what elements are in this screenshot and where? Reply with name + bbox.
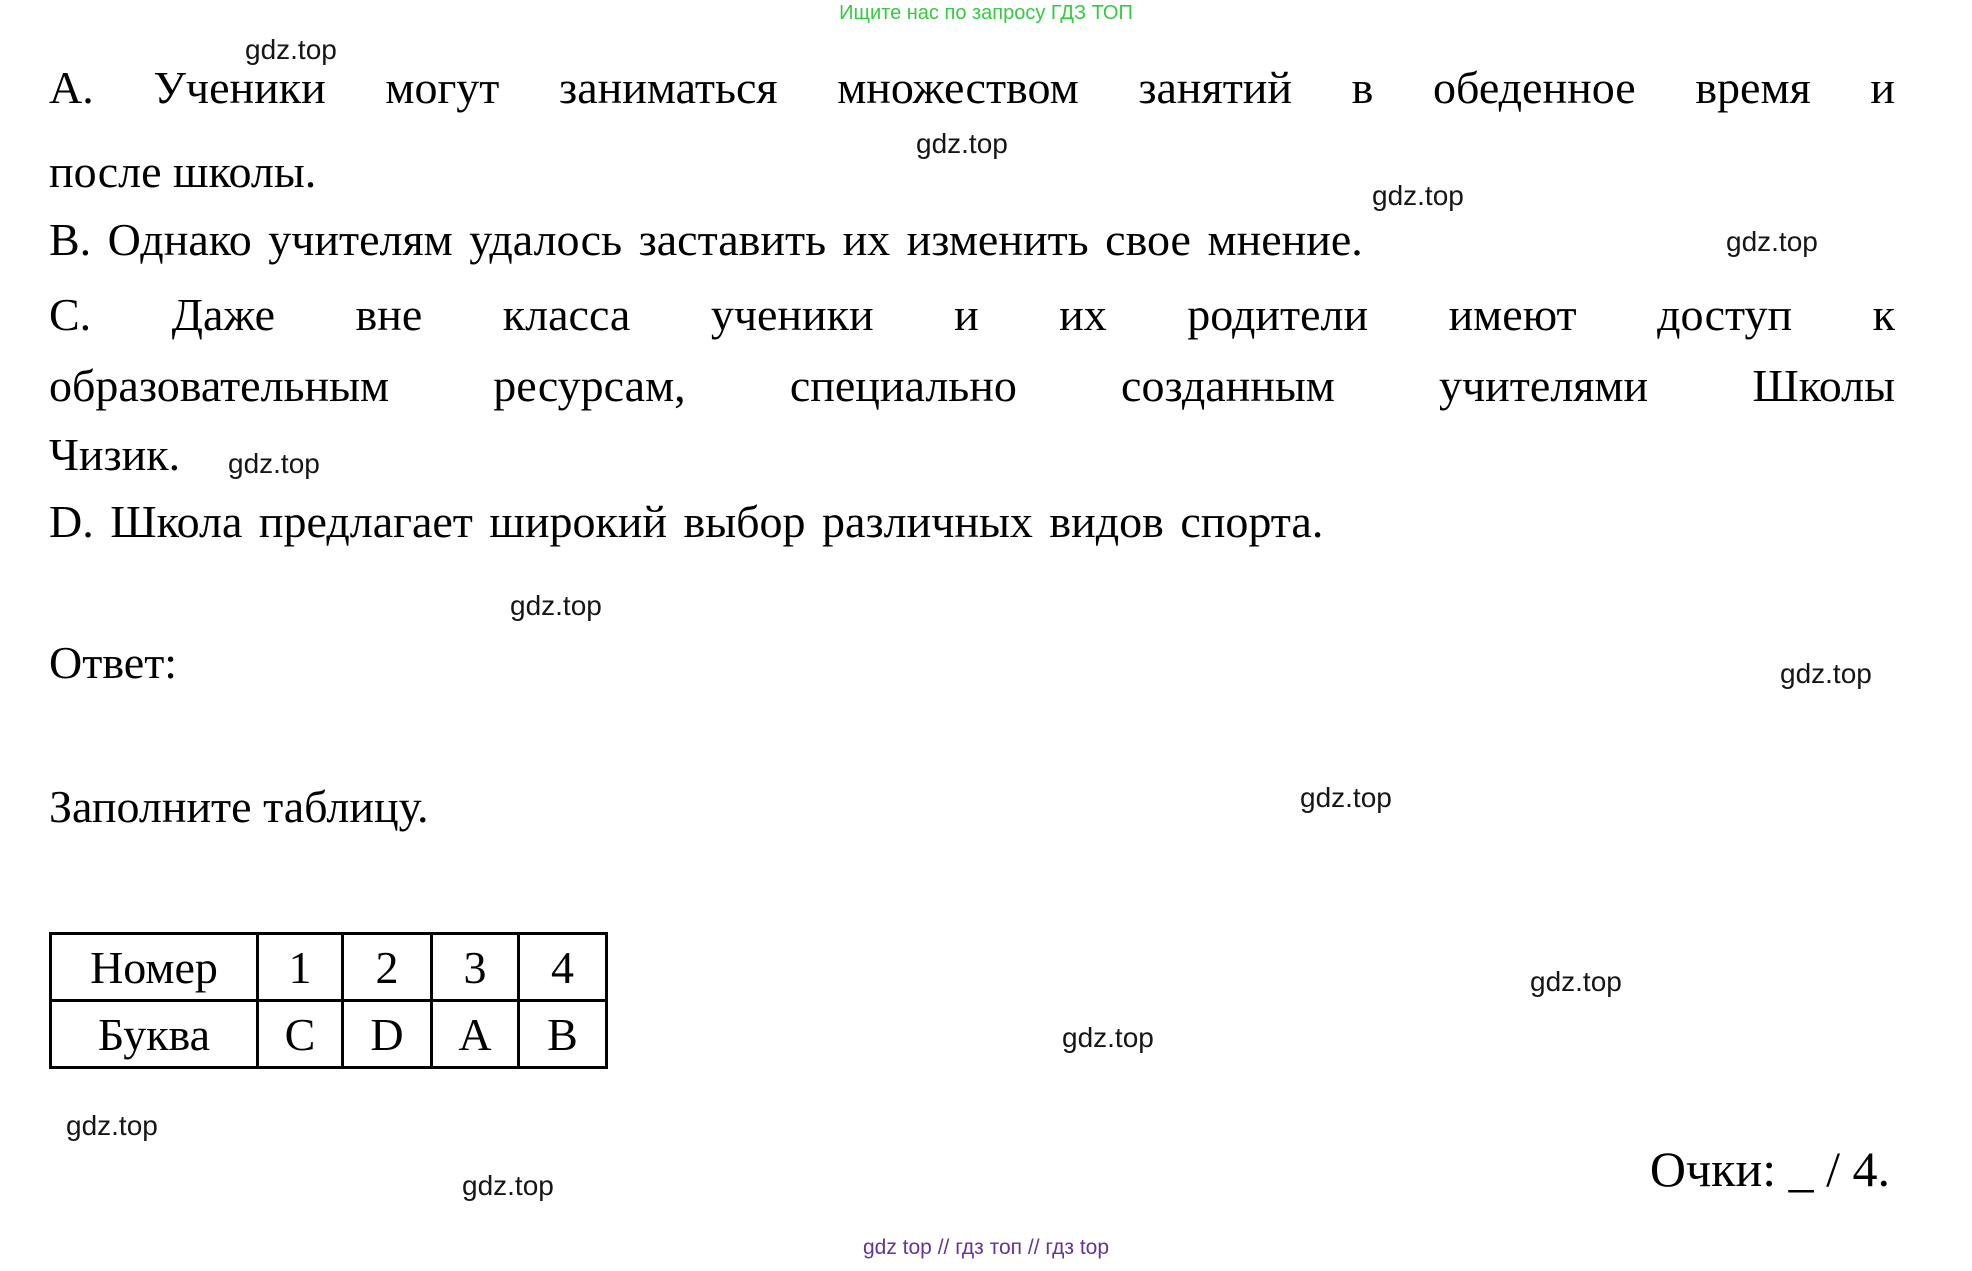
option-a-line2: после школы.: [49, 146, 317, 197]
option-c-line1: С. Даже вне класса ученики и их родители имеют доступ к: [49, 289, 1895, 340]
table-header-number: Номер: [51, 934, 258, 1001]
table-header-letter: Буква: [51, 1001, 258, 1068]
option-c-line3: Чизик.: [49, 429, 181, 480]
table-cell-number-3: 3: [432, 934, 519, 1001]
table-cell-letter-2: D: [343, 1001, 432, 1068]
table-cell-number-4: 4: [519, 934, 607, 1001]
score-line: Очки: _ / 4.: [1649, 1141, 1890, 1197]
gdz-watermark: gdz.top: [66, 1110, 158, 1141]
table-cell-letter-3: A: [432, 1001, 519, 1068]
table-cell-letter-4: B: [519, 1001, 607, 1068]
table-cell-letter-1: C: [258, 1001, 343, 1068]
gdz-watermark: gdz.top: [916, 128, 1008, 159]
gdz-watermark: gdz.top: [245, 34, 337, 65]
gdz-watermark: gdz.top: [1726, 226, 1818, 257]
gdz-watermark: gdz.top: [510, 590, 602, 621]
option-d-line: D. Школа предлагает широкий выбор различных видов спорта.: [49, 496, 1324, 547]
table-row-letters: [51, 1001, 607, 1068]
gdz-watermark: gdz.top: [462, 1170, 554, 1201]
gdz-watermark: gdz.top: [1372, 180, 1464, 211]
option-a-line1: А. Ученики могут заниматься множеством занятий в обеденное время и: [49, 62, 1895, 113]
gdz-watermark: gdz.top: [1780, 658, 1872, 689]
gdz-watermark: gdz.top: [1300, 782, 1392, 813]
table-cell-number-2: 2: [343, 934, 432, 1001]
answer-label: Ответ:: [49, 637, 178, 688]
option-c-line2: образовательным ресурсам, специально созданным учителями Школы: [49, 360, 1895, 411]
gdz-watermark: gdz.top: [1530, 966, 1622, 997]
table-row-numbers: [51, 934, 607, 1001]
option-b-line: В. Однако учителям удалось заставить их изменить свое мнение.: [49, 214, 1363, 265]
gdz-watermark: gdz.top: [1062, 1022, 1154, 1053]
promo-banner-bottom: gdz top // гдз топ // гдз top: [862, 1236, 1110, 1259]
fill-table-prompt: Заполните таблицу.: [49, 781, 429, 832]
promo-banner-top: Ищите нас по запросу ГДЗ ТОП: [839, 2, 1133, 24]
gdz-watermark: gdz.top: [228, 448, 320, 479]
answer-table: [49, 932, 608, 1069]
table-cell-number-1: 1: [258, 934, 343, 1001]
